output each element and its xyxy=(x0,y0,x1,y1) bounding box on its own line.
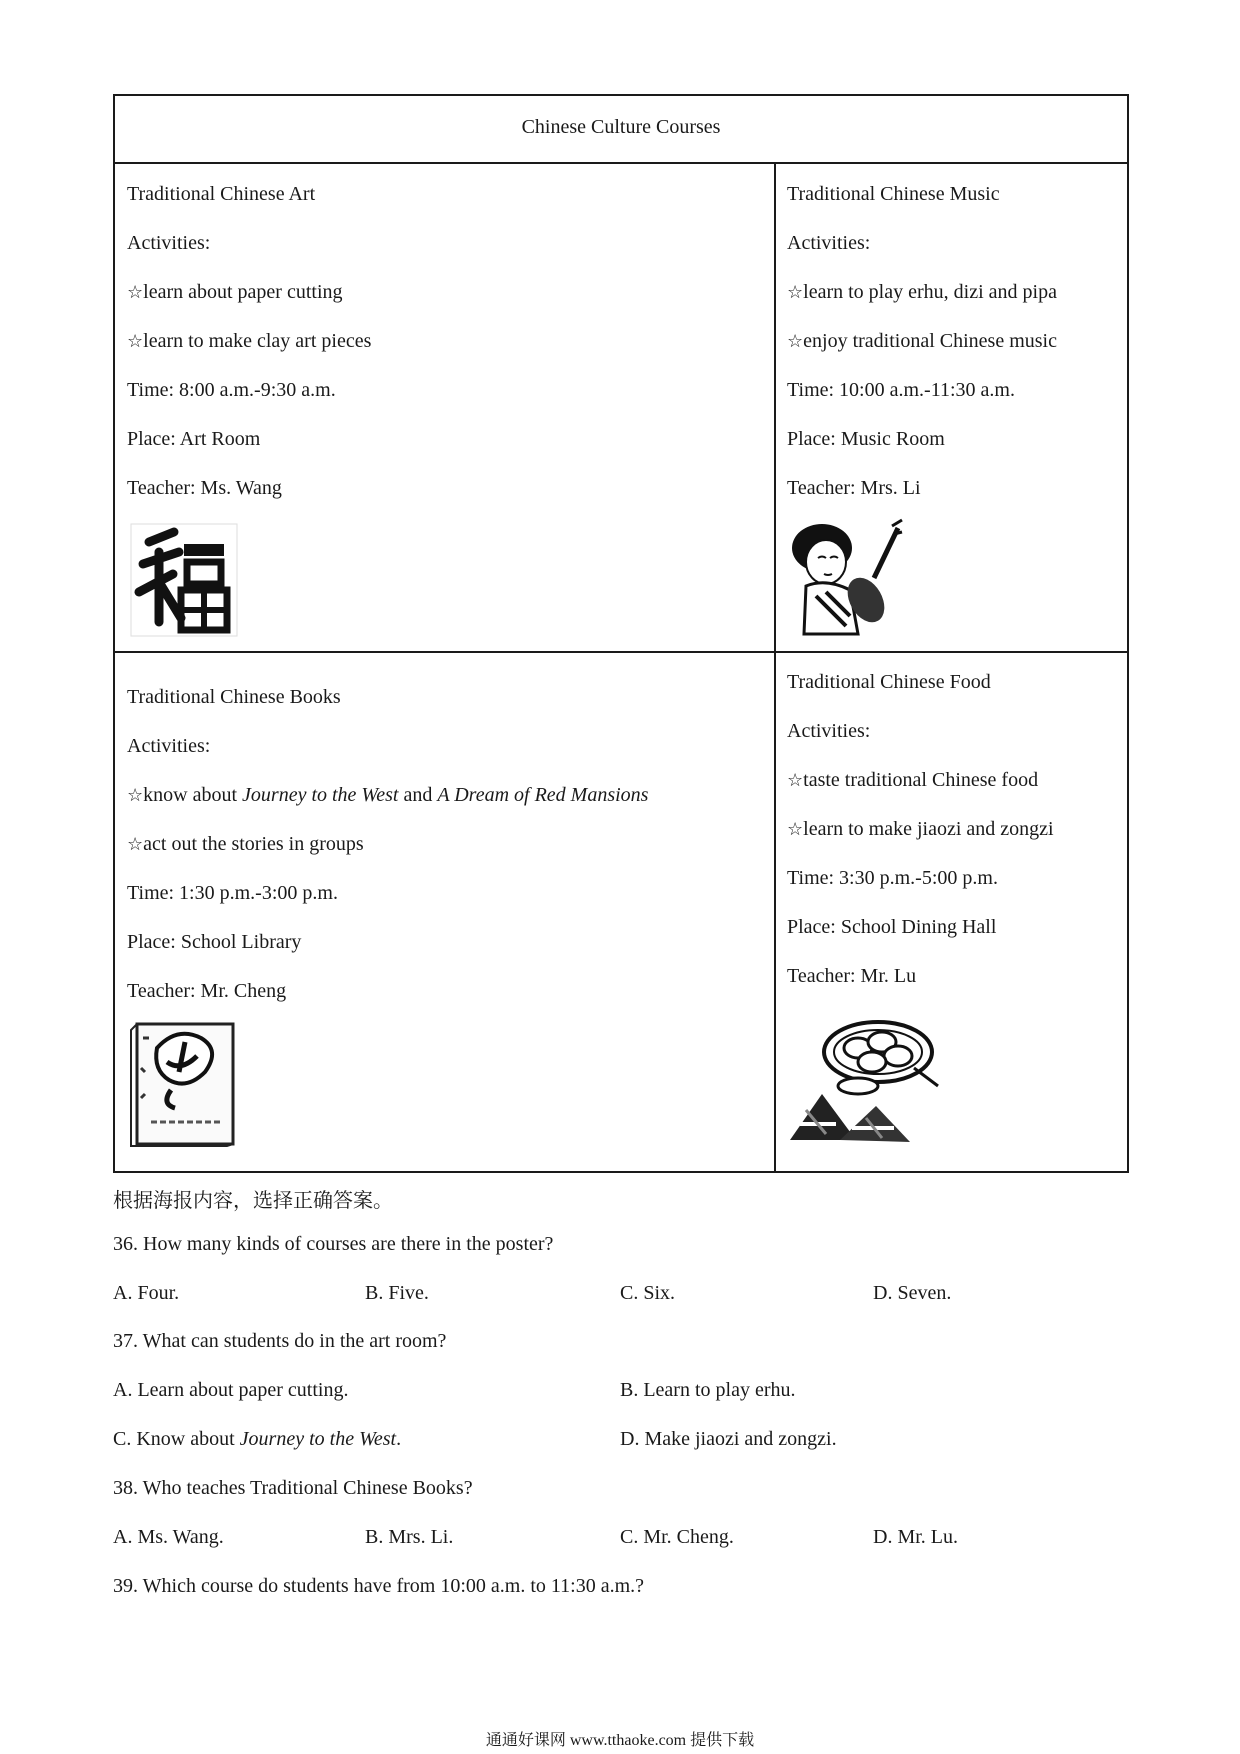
course-time: Time: 10:00 a.m.-11:30 a.m. xyxy=(787,379,1015,401)
activity-item: ☆ learn about paper cutting xyxy=(127,268,371,317)
course-time: Time: 3:30 p.m.-5:00 p.m. xyxy=(787,867,998,889)
activity-item: ☆ act out the stories in groups xyxy=(127,820,648,869)
option-37-b: B. Learn to play erhu. xyxy=(620,1379,796,1401)
course-place: Place: School Library xyxy=(127,931,302,953)
activity-item: ☆ know about Journey to the West and A Dream of Red Mansions xyxy=(127,771,648,820)
question-39: 39. Which course do students have from 10:00 a.m. to 11:30 a.m.? xyxy=(113,1575,645,1597)
option-36-a: A. Four. xyxy=(113,1282,180,1304)
pipa-player-icon xyxy=(786,516,908,638)
course-teacher: Teacher: Ms. Wang xyxy=(127,477,282,499)
activities-label: Activities: xyxy=(787,232,871,254)
option-37-a: A. Learn about paper cutting. xyxy=(113,1379,349,1401)
footer-credit: 通通好课网 www.tthaoke.com 提供下载 xyxy=(485,1732,755,1749)
activity-item: ☆ taste traditional Chinese food xyxy=(787,756,1054,805)
course-food xyxy=(787,658,1054,1001)
divider-vertical xyxy=(774,162,776,1171)
option-36-c: C. Six. xyxy=(620,1282,676,1304)
instruction: 根据海报内容，选择正确答案。 xyxy=(113,1190,393,1212)
option-37-c: C. Know about Journey to the West. xyxy=(113,1428,402,1450)
activities-label: Activities: xyxy=(127,735,211,757)
course-books xyxy=(127,673,648,1016)
course-name: Traditional Chinese Music xyxy=(787,183,1000,205)
course-music xyxy=(787,170,1057,513)
course-time: Time: 1:30 p.m.-3:00 p.m. xyxy=(127,882,338,904)
book-title: Journey to the West xyxy=(239,1428,397,1450)
question-38: 38. Who teaches Traditional Chinese Books? xyxy=(113,1477,473,1499)
journey-to-the-west-book-icon xyxy=(127,1018,239,1148)
question-36: 36. How many kinds of courses are there in the poster? xyxy=(113,1233,554,1255)
course-name: Traditional Chinese Food xyxy=(787,671,991,693)
poster-table xyxy=(113,94,1129,1173)
course-place: Place: School Dining Hall xyxy=(787,916,997,938)
option-38-a: A. Ms. Wang. xyxy=(113,1526,224,1548)
option-38-d: D. Mr. Lu. xyxy=(873,1526,958,1548)
poster-title: Chinese Culture Courses xyxy=(521,116,721,138)
fu-paper-cutting-icon xyxy=(129,522,239,638)
course-place: Place: Music Room xyxy=(787,428,945,450)
activity-item: ☆ learn to make clay art pieces xyxy=(127,317,371,366)
activity-item: ☆ enjoy traditional Chinese music xyxy=(787,317,1057,366)
activity-item: ☆ learn to make jiaozi and zongzi xyxy=(787,805,1054,854)
dumplings-zongzi-icon xyxy=(786,1014,944,1148)
book-title: A Dream of Red Mansions xyxy=(437,784,649,806)
book-title: Journey to the West xyxy=(242,784,399,806)
option-36-d: D. Seven. xyxy=(873,1282,952,1304)
option-38-b: B. Mrs. Li. xyxy=(365,1526,454,1548)
course-time: Time: 8:00 a.m.-9:30 a.m. xyxy=(127,379,336,401)
course-teacher: Teacher: Mr. Cheng xyxy=(127,980,287,1002)
course-teacher: Teacher: Mrs. Li xyxy=(787,477,921,499)
course-place: Place: Art Room xyxy=(127,428,261,450)
option-36-b: B. Five. xyxy=(365,1282,429,1304)
course-teacher: Teacher: Mr. Lu xyxy=(787,965,917,987)
divider-middle xyxy=(115,651,1127,653)
activities-label: Activities: xyxy=(127,232,211,254)
course-name: Traditional Chinese Art xyxy=(127,183,316,205)
course-art xyxy=(127,170,371,513)
activity-item: ☆ learn to play erhu, dizi and pipa xyxy=(787,268,1057,317)
option-37-d: D. Make jiaozi and zongzi. xyxy=(620,1428,837,1450)
question-37: 37. What can students do in the art room? xyxy=(113,1330,447,1352)
course-name: Traditional Chinese Books xyxy=(127,686,341,708)
option-38-c: C. Mr. Cheng. xyxy=(620,1526,734,1548)
divider-header xyxy=(115,162,1127,164)
activities-label: Activities: xyxy=(787,720,871,742)
